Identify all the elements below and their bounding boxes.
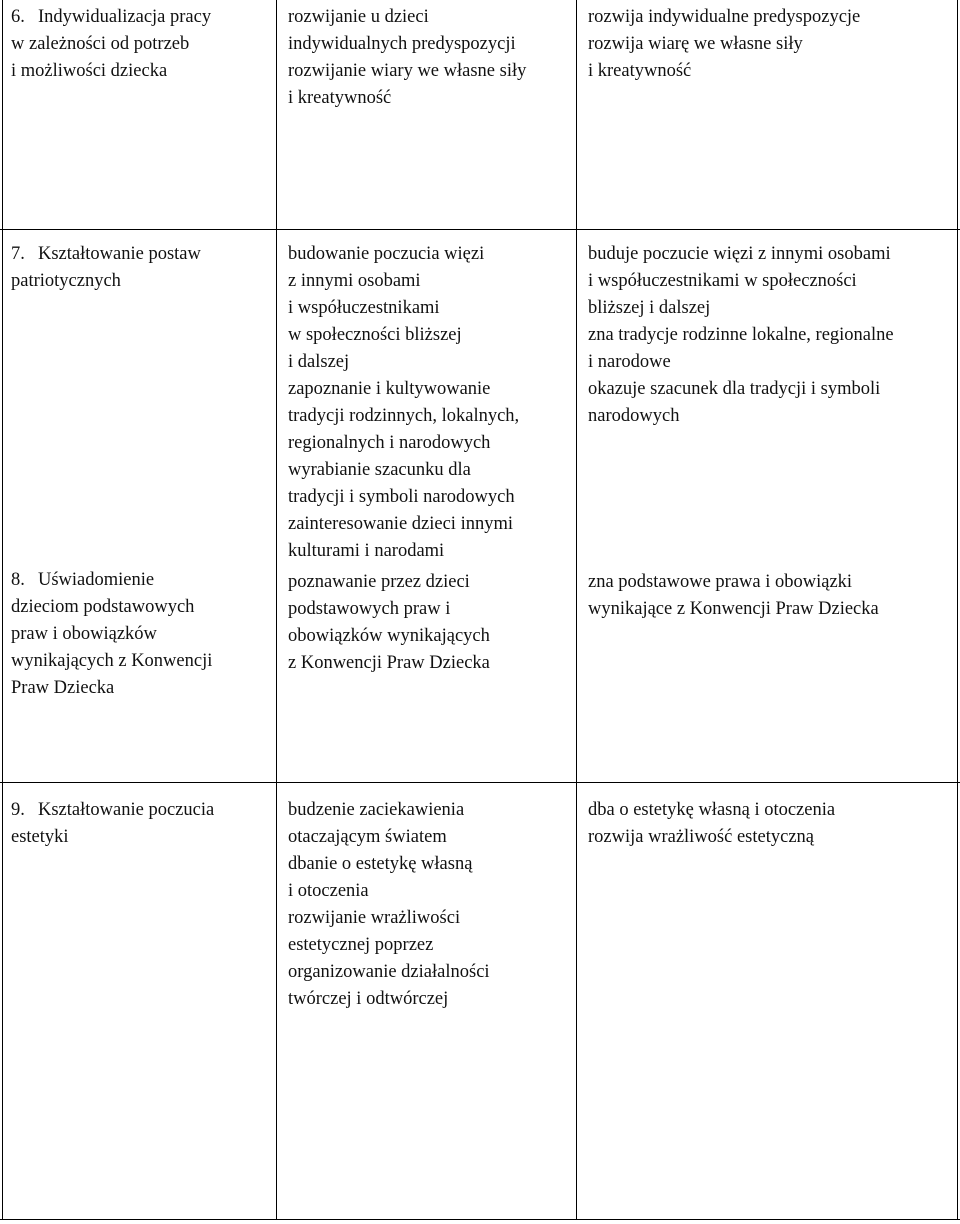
row-7-topic — [11, 241, 201, 295]
row-7-tasks — [288, 241, 519, 565]
task-line: dbanie o estetykę własną — [288, 854, 473, 874]
outcome-line: buduje poczucie więzi z innymi osobami — [588, 244, 891, 264]
task-line: twórczej i odtwórczej — [288, 989, 449, 1009]
table-border-bottom — [0, 1219, 960, 1220]
column-divider-2 — [576, 0, 577, 1220]
topic-line: Kształtowanie poczucia — [38, 800, 215, 820]
row-divider-2 — [0, 782, 960, 783]
outcome-line: zna podstawowe prawa i obowiązki — [588, 572, 853, 592]
outcome-line: dba o estetykę własną i otoczenia — [588, 800, 836, 820]
topic-line: w zależności od potrzeb — [11, 34, 190, 54]
task-line: obowiązków wynikających — [288, 626, 490, 646]
row-9-outcomes — [588, 797, 835, 851]
outcome-line: rozwija indywidualne predyspozycje — [588, 7, 861, 27]
task-line: z Konwencji Praw Dziecka — [288, 653, 490, 673]
row-number: 7. — [11, 244, 25, 264]
task-line: rozwijanie wiary we własne siły — [288, 61, 527, 81]
task-line: wyrabianie szacunku dla — [288, 460, 471, 480]
topic-line: estetyki — [11, 827, 69, 847]
outcome-line: okazuje szacunek dla tradycji i symboli — [588, 379, 881, 399]
topic-line: praw i obowiązków — [11, 624, 157, 644]
task-line: organizowanie działalności — [288, 962, 490, 982]
row-8-tasks — [288, 569, 490, 677]
row-9-tasks — [288, 797, 490, 1013]
row-number: 8. — [11, 570, 25, 590]
task-line: budowanie poczucia więzi — [288, 244, 485, 264]
task-line: tradycji i symboli narodowych — [288, 487, 515, 507]
task-line: i otoczenia — [288, 881, 369, 901]
row-7-outcomes — [588, 241, 894, 430]
task-line: kulturami i narodami — [288, 541, 445, 561]
task-line: zainteresowanie dzieci innymi — [288, 514, 513, 534]
task-line: z innymi osobami — [288, 271, 421, 291]
task-line: regionalnych i narodowych — [288, 433, 491, 453]
row-number: 9. — [11, 800, 25, 820]
topic-line: Praw Dziecka — [11, 678, 115, 698]
outcome-line: wynikające z Konwencji Praw Dziecka — [588, 599, 879, 619]
topic-line: Indywidualizacja pracy — [38, 7, 212, 27]
outcome-line: bliższej i dalszej — [588, 298, 711, 318]
task-line: rozwijanie wrażliwości — [288, 908, 461, 928]
task-line: i kreatywność — [288, 88, 392, 108]
row-9-topic — [11, 797, 214, 851]
outcome-line: i narodowe — [588, 352, 671, 372]
outcome-line: i kreatywność — [588, 61, 692, 81]
task-line: i współuczestnikami — [288, 298, 440, 318]
task-line: budzenie zaciekawienia — [288, 800, 465, 820]
outcome-line: i współuczestnikami w społeczności — [588, 271, 857, 291]
task-line: zapoznanie i kultywowanie — [288, 379, 491, 399]
table-border-left — [2, 0, 3, 1220]
row-6-topic — [11, 4, 211, 85]
row-6-tasks — [288, 4, 526, 112]
task-line: w społeczności bliższej — [288, 325, 462, 345]
task-line: i dalszej — [288, 352, 350, 372]
outcome-line: rozwija wrażliwość estetyczną — [588, 827, 815, 847]
topic-line: Uświadomienie — [38, 570, 155, 590]
column-divider-1 — [276, 0, 277, 1220]
row-8-outcomes — [588, 569, 879, 623]
row-6-outcomes — [588, 4, 860, 85]
row-8-topic — [11, 567, 212, 702]
outcome-line: rozwija wiarę we własne siły — [588, 34, 803, 54]
topic-line: patriotycznych — [11, 271, 121, 291]
outcome-line: narodowych — [588, 406, 680, 426]
topic-line: wynikających z Konwencji — [11, 651, 213, 671]
outcome-line: zna tradycje rodzinne lokalne, regionalne — [588, 325, 894, 345]
task-line: podstawowych praw i — [288, 599, 451, 619]
task-line: indywidualnych predyspozycji — [288, 34, 516, 54]
row-number: 6. — [11, 7, 25, 27]
topic-line: i możliwości dziecka — [11, 61, 168, 81]
task-line: estetycznej poprzez — [288, 935, 434, 955]
task-line: otaczającym światem — [288, 827, 447, 847]
topic-line: Kształtowanie postaw — [38, 244, 201, 264]
task-line: poznawanie przez dzieci — [288, 572, 470, 592]
task-line: rozwijanie u dzieci — [288, 7, 429, 27]
row-divider-1 — [0, 229, 960, 230]
topic-line: dzieciom podstawowych — [11, 597, 195, 617]
task-line: tradycji rodzinnych, lokalnych, — [288, 406, 520, 426]
table-border-right — [957, 0, 958, 1220]
